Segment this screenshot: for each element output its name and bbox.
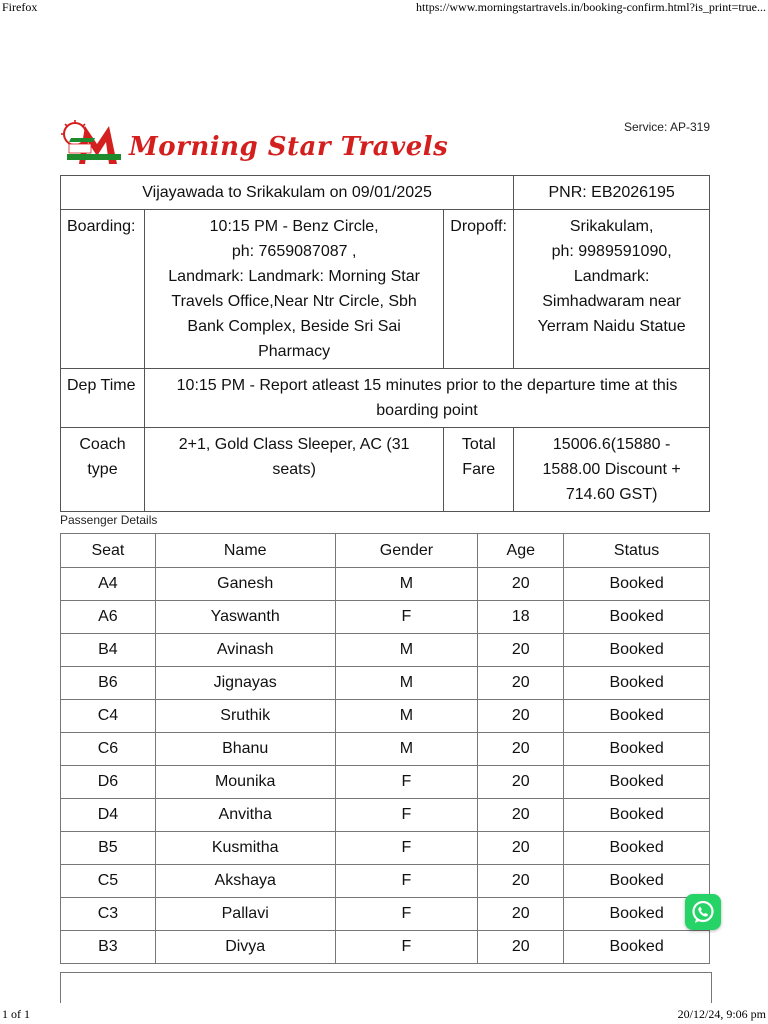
status-cell: Booked <box>564 601 710 634</box>
age-cell: 20 <box>478 568 564 601</box>
seat-cell: C6 <box>61 733 156 766</box>
passenger-row <box>61 898 710 931</box>
total-fare-line: 15006.6(15880 - <box>552 436 671 453</box>
age-cell: 20 <box>478 865 564 898</box>
age-cell: 20 <box>478 799 564 832</box>
name-cell: Akshaya <box>155 865 335 898</box>
coach-type-label <box>61 428 145 512</box>
name-cell: Anvitha <box>155 799 335 832</box>
gender-cell: F <box>335 601 478 634</box>
age-cell: 18 <box>478 601 564 634</box>
status-cell: Booked <box>564 832 710 865</box>
name-cell: Pallavi <box>155 898 335 931</box>
passenger-row <box>61 733 710 766</box>
age-cell: 20 <box>478 634 564 667</box>
route-row <box>61 176 710 210</box>
brand-logo[interactable] <box>61 120 449 170</box>
gender-cell: F <box>335 931 478 964</box>
gender-cell: M <box>335 667 478 700</box>
page-url[interactable]: https://www.morningstartravels.in/booking-confirm.html?is_print=true... <box>416 0 766 14</box>
gender-cell: F <box>335 766 478 799</box>
name-cell: Mounika <box>155 766 335 799</box>
booking-info-table <box>60 175 710 512</box>
age-cell: 20 <box>478 667 564 700</box>
boarding-details <box>144 210 443 369</box>
browser-title: Firefox <box>2 0 38 14</box>
seat-cell: D6 <box>61 766 156 799</box>
brand-name: Morning Star Travels <box>129 132 449 162</box>
whatsapp-icon <box>690 899 716 925</box>
boarding-line: 10:15 PM - Benz Circle, <box>209 218 379 235</box>
coach-type-label-line: Coach <box>79 436 126 453</box>
status-cell: Booked <box>564 700 710 733</box>
print-header <box>0 0 768 16</box>
column-header: Gender <box>335 534 478 568</box>
seat-cell: D4 <box>61 799 156 832</box>
status-cell: Booked <box>564 865 710 898</box>
dropoff-line: Yerram Naidu Statue <box>537 318 686 335</box>
coach-type-value <box>144 428 443 512</box>
age-cell: 20 <box>478 832 564 865</box>
seat-cell: C4 <box>61 700 156 733</box>
print-footer <box>0 1008 768 1024</box>
gender-cell: F <box>335 799 478 832</box>
page-count: 1 of 1 <box>2 1007 30 1021</box>
gender-cell: M <box>335 568 478 601</box>
dropoff-details <box>514 210 710 369</box>
passenger-row <box>61 799 710 832</box>
age-cell: 20 <box>478 766 564 799</box>
name-cell: Kusmitha <box>155 832 335 865</box>
passenger-table-header <box>61 534 710 568</box>
dropoff-line: Simhadwaram near <box>542 293 681 310</box>
seat-cell: C3 <box>61 898 156 931</box>
column-header: Status <box>564 534 710 568</box>
print-timestamp: 20/12/24, 9:06 pm <box>677 1007 766 1021</box>
seat-cell: B3 <box>61 931 156 964</box>
status-cell: Booked <box>564 799 710 832</box>
coach-fare-row <box>61 428 710 512</box>
total-fare-line: 714.60 GST) <box>565 486 658 503</box>
status-cell: Booked <box>564 931 710 964</box>
passenger-row <box>61 766 710 799</box>
dep-time-line: boarding point <box>376 402 478 419</box>
boarding-row <box>61 210 710 369</box>
age-cell: 20 <box>478 733 564 766</box>
passenger-row <box>61 931 710 964</box>
status-cell: Booked <box>564 766 710 799</box>
boarding-line: ph: 7659087087 , <box>231 243 357 260</box>
seat-cell: A4 <box>61 568 156 601</box>
dropoff-line: Landmark: <box>573 268 650 285</box>
coach-type-label-line: type <box>87 461 118 478</box>
whatsapp-chat-button[interactable] <box>685 894 721 930</box>
boarding-label: Boarding: <box>61 210 145 369</box>
table-continuation <box>60 972 712 1003</box>
gender-cell: M <box>335 733 478 766</box>
boarding-line: Travels Office,Near Ntr Circle, Sbh <box>171 293 417 310</box>
route-text: Vijayawada to Srikakulam on 09/01/2025 <box>61 176 514 210</box>
column-header: Seat <box>61 534 156 568</box>
pnr-text: PNR: EB2026195 <box>514 176 710 210</box>
age-cell: 20 <box>478 931 564 964</box>
seat-cell: B5 <box>61 832 156 865</box>
gender-cell: F <box>335 865 478 898</box>
service-code: Service: AP-319 <box>623 120 710 134</box>
name-cell: Avinash <box>155 634 335 667</box>
dropoff-label: Dropoff: <box>444 210 514 369</box>
dep-time-row <box>61 369 710 428</box>
passenger-details-heading: Passenger Details <box>60 513 158 527</box>
seat-cell: A6 <box>61 601 156 634</box>
coach-type-line: seats) <box>272 461 316 478</box>
dep-time-details <box>144 369 709 428</box>
status-cell: Booked <box>564 634 710 667</box>
passenger-row <box>61 700 710 733</box>
dropoff-line: ph: 9989591090, <box>551 243 672 260</box>
seat-cell: B6 <box>61 667 156 700</box>
dropoff-line: Srikakulam, <box>569 218 654 235</box>
total-fare-value <box>514 428 710 512</box>
gender-cell: M <box>335 634 478 667</box>
morning-star-logo-icon <box>61 120 123 168</box>
passenger-row <box>61 832 710 865</box>
status-cell: Booked <box>564 568 710 601</box>
status-cell: Booked <box>564 733 710 766</box>
name-cell: Divya <box>155 931 335 964</box>
status-cell: Booked <box>564 667 710 700</box>
gender-cell: F <box>335 898 478 931</box>
seat-cell: B4 <box>61 634 156 667</box>
passenger-row <box>61 568 710 601</box>
boarding-line: Landmark: Landmark: Morning Star <box>168 268 420 285</box>
age-cell: 20 <box>478 898 564 931</box>
coach-type-line: 2+1, Gold Class Sleeper, AC (31 <box>178 436 410 453</box>
boarding-line: Bank Complex, Beside Sri Sai <box>187 318 401 335</box>
passenger-row <box>61 601 710 634</box>
boarding-line: Pharmacy <box>258 343 331 360</box>
gender-cell: F <box>335 832 478 865</box>
status-cell: Booked <box>564 898 710 931</box>
total-fare-label-line: Total <box>461 436 496 453</box>
passenger-row <box>61 667 710 700</box>
seat-cell: C5 <box>61 865 156 898</box>
gender-cell: M <box>335 700 478 733</box>
passenger-row <box>61 865 710 898</box>
name-cell: Bhanu <box>155 733 335 766</box>
name-cell: Jignayas <box>155 667 335 700</box>
dep-time-label: Dep Time <box>61 369 145 428</box>
name-cell: Sruthik <box>155 700 335 733</box>
passenger-row <box>61 634 710 667</box>
dep-time-line: 10:15 PM - Report atleast 15 minutes prior to the departure time at this <box>176 377 678 394</box>
total-fare-label-line: Fare <box>462 461 496 478</box>
total-fare-label <box>444 428 514 512</box>
age-cell: 20 <box>478 700 564 733</box>
total-fare-line: 1588.00 Discount + <box>542 461 681 478</box>
column-header: Age <box>478 534 564 568</box>
name-cell: Ganesh <box>155 568 335 601</box>
passenger-table <box>60 533 710 964</box>
column-header: Name <box>155 534 335 568</box>
name-cell: Yaswanth <box>155 601 335 634</box>
